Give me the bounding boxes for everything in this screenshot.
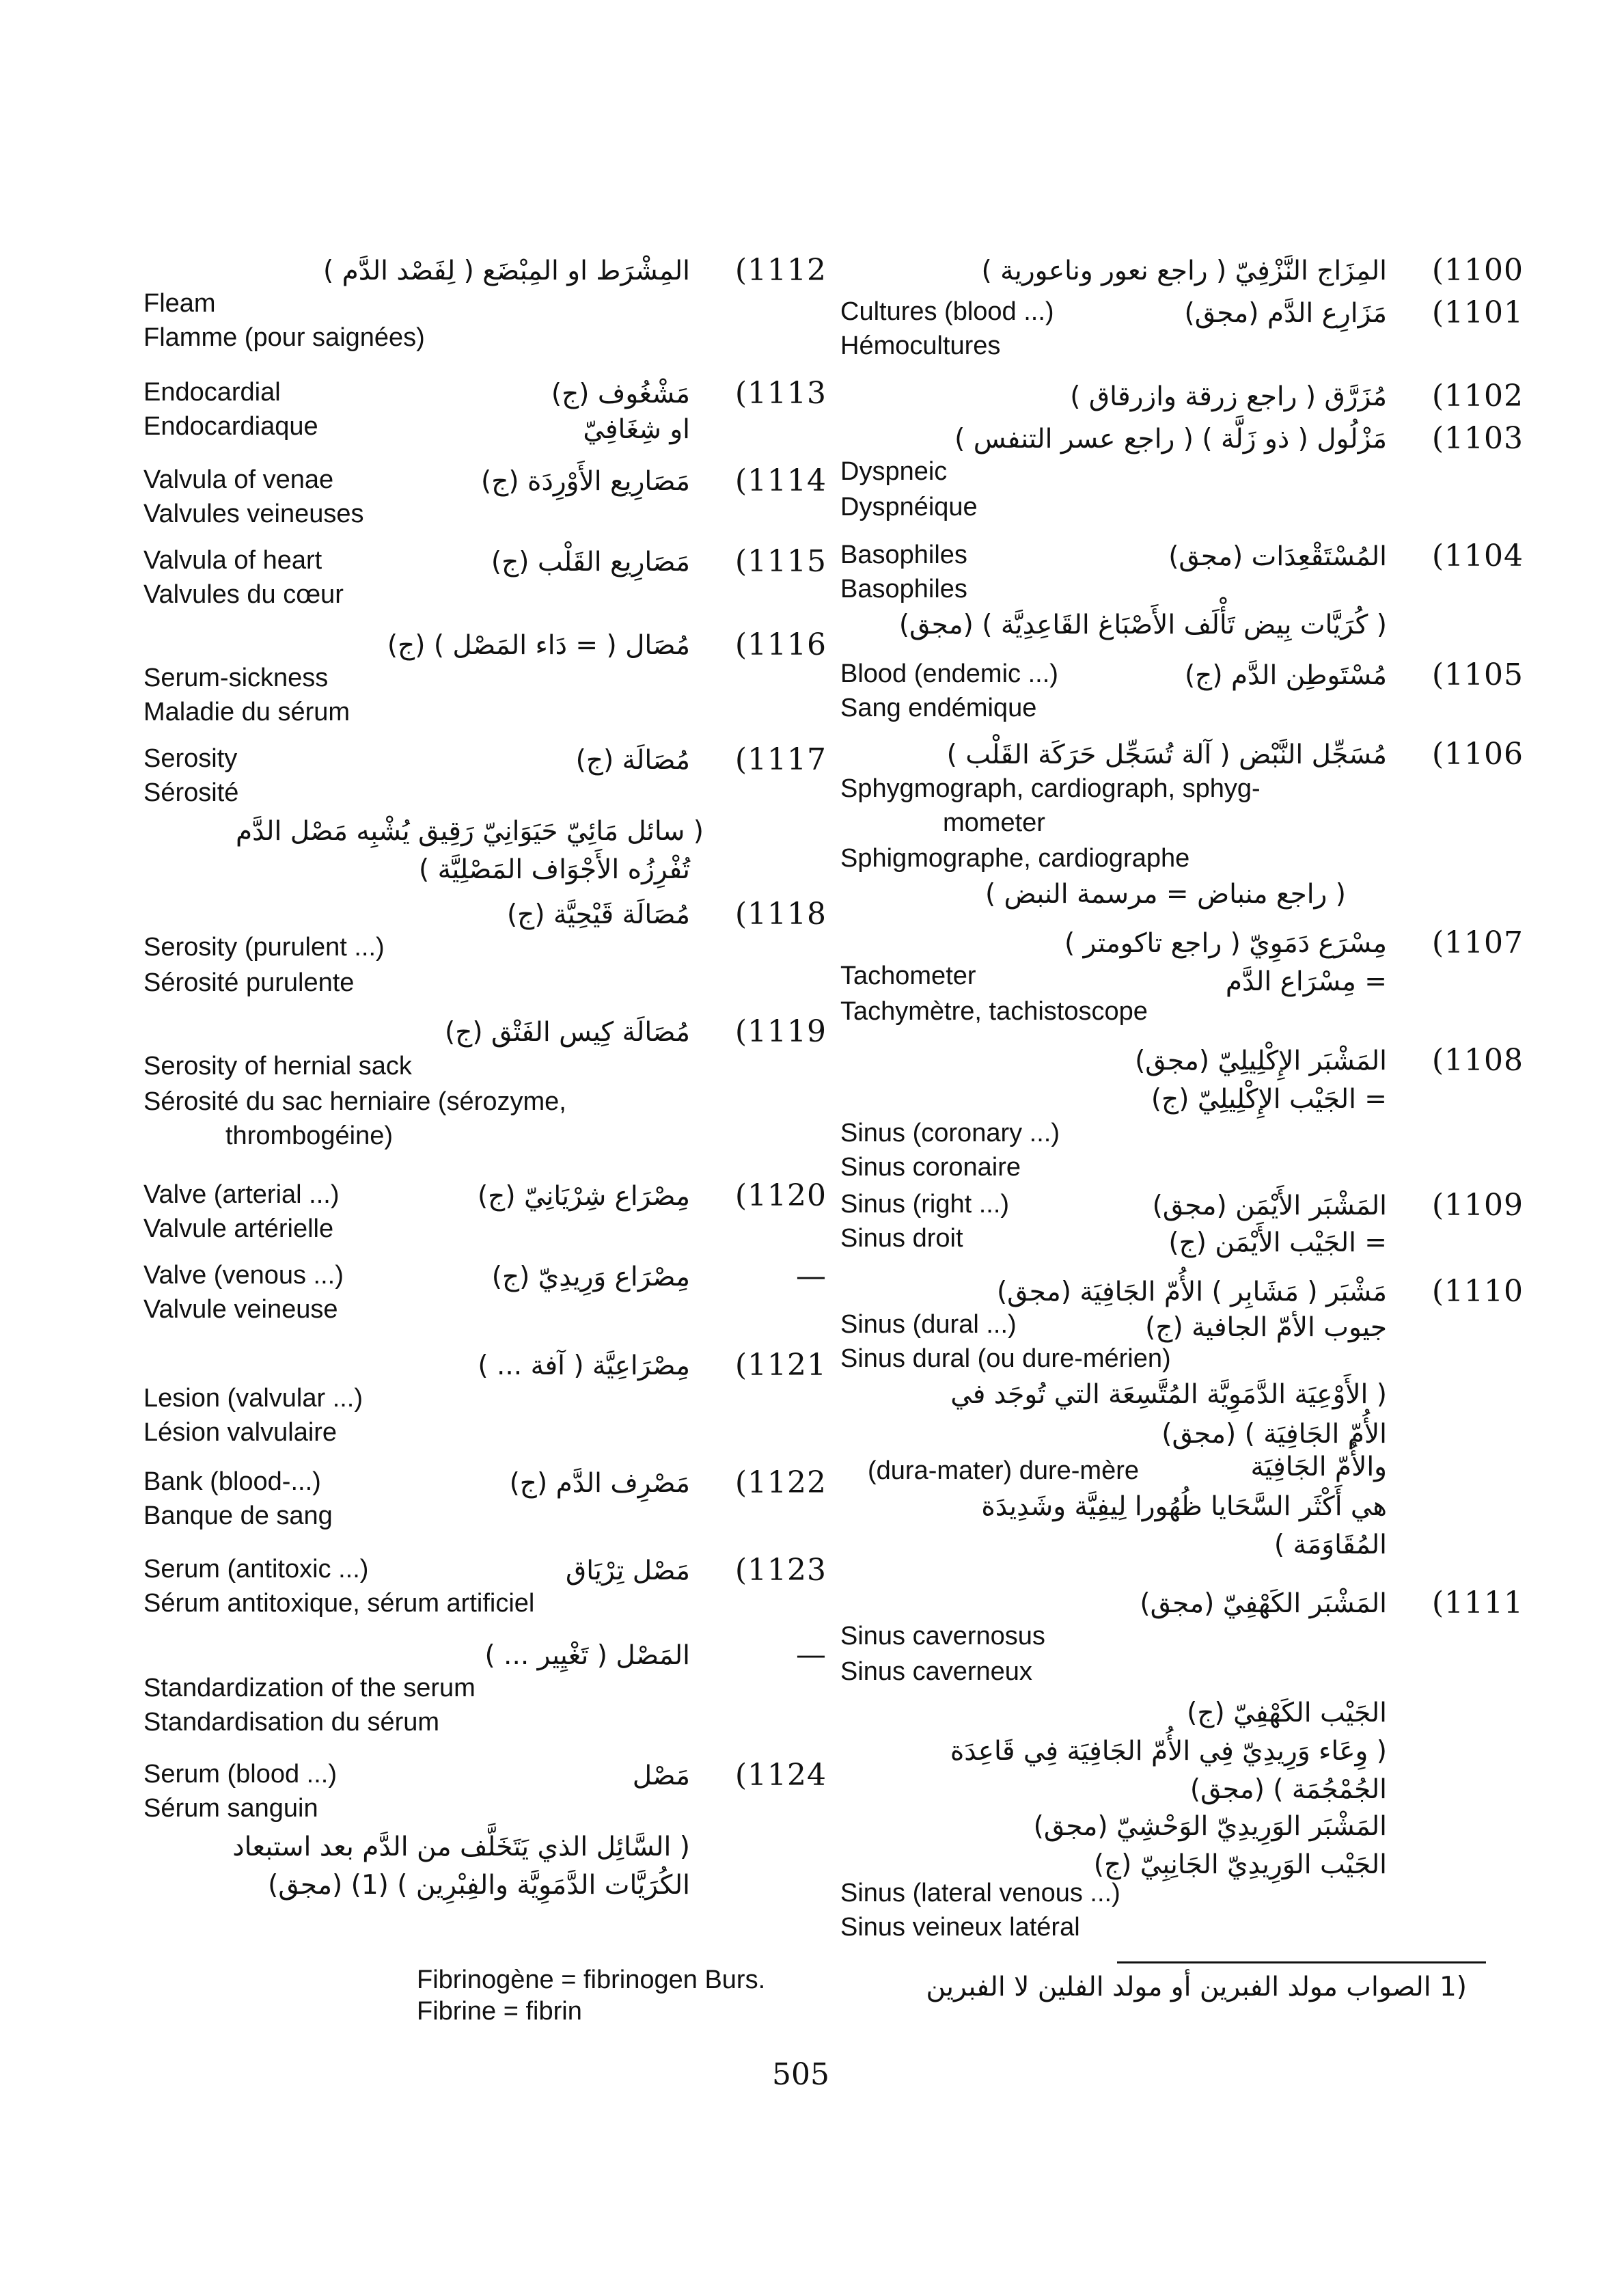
footnote-latin-1: Fibrinogène = fibrinogen Burs. xyxy=(417,1966,766,1994)
entry-number: (1116 xyxy=(734,627,827,662)
english-term-cont: mometer xyxy=(943,808,1045,837)
latin-gloss: (dura-mater) dure-mère xyxy=(868,1456,1139,1485)
french-term: Maladie du sérum xyxy=(143,698,350,726)
french-term: Sérosité xyxy=(143,778,239,807)
english-term: Valve (venous ...) xyxy=(143,1261,344,1290)
french-term: Flamme (pour saignées) xyxy=(143,323,425,352)
french-term: Sinus coronaire xyxy=(840,1153,1021,1182)
arabic-term: مَشْغُوف (ج) xyxy=(551,379,690,409)
entry-number: (1123 xyxy=(734,1553,827,1588)
arabic-definition-5: المُقَاوَمَة ) xyxy=(1274,1530,1387,1560)
arabic-term: مَصَارِيع الأَوْرِدَة (ج) xyxy=(481,466,690,497)
french-term: Hémocultures xyxy=(840,331,1001,360)
entry-number: — xyxy=(796,1637,827,1672)
arabic-term: مُصَالَة كِيس الفَتْق (ج) xyxy=(445,1017,690,1048)
arabic-term: مُسَجِّل النَّبْض ( آلة تُسَجِّل حَرَكَة القَلْب ) xyxy=(946,739,1387,770)
entry-number: (1112 xyxy=(734,253,827,288)
french-term: Sinus droit xyxy=(840,1224,963,1253)
arabic-definition-3: والأُمّ الجَافِيَة xyxy=(1250,1452,1387,1482)
english-term: Serosity xyxy=(143,744,238,773)
entry-number: (1122 xyxy=(734,1465,827,1500)
arabic-term: مُصَال ( = دَاء المَصْل ) (ج) xyxy=(387,630,690,661)
arabic-definition-1: ( الأَوْعِيَة الدَّمَوِيَّة المُتَّسِعَة التي تُوجَد في xyxy=(950,1379,1387,1410)
english-term: Valvula of venae xyxy=(143,465,334,494)
french-term: Sérosité du sac herniaire (sérozyme, xyxy=(143,1087,566,1116)
entry-number: (1104 xyxy=(1431,539,1524,573)
french-term: Valvule artérielle xyxy=(143,1214,334,1243)
entry-number: (1120 xyxy=(734,1178,827,1213)
arabic-definition: ( كُرَيَّات بِيض تَأْلَف الأَصْبَاغ القَاعِدِيَّة ) (مجق) xyxy=(898,610,1387,640)
arabic-term: مِصْرَاعِيَّة ( آفة ... ) xyxy=(478,1350,690,1381)
arabic-synonym: او شِغَافِيّ xyxy=(583,414,690,445)
arabic-note: ( راجع منباض = مرسمة النبض ) xyxy=(985,879,1346,910)
arabic-term: المَصْل ( تَغْيِير ... ) xyxy=(484,1640,690,1671)
arabic-term: مُصَالَة قَيْحِيَّة (ج) xyxy=(506,899,690,930)
entry-number: (1109 xyxy=(1431,1188,1524,1223)
french-term: Banque de sang xyxy=(143,1501,333,1530)
entry-number: (1115 xyxy=(734,544,827,579)
english-term: Lesion (valvular ...) xyxy=(143,1384,363,1413)
english-term-2: Sinus (lateral venous ...) xyxy=(840,1879,1120,1907)
english-term: Endocardial xyxy=(143,378,281,407)
arabic-term: المَشْبَر الإِكْلِيلِيّ (مجق) xyxy=(1135,1046,1387,1076)
arabic-term: مِصْرَاع وَرِيدِيّ (ج) xyxy=(491,1262,690,1292)
english-term: Sinus (dural ...) xyxy=(840,1310,1017,1339)
entry-number: (1114 xyxy=(734,463,827,498)
arabic-synonym: الجَيْب الكَهْفِيّ (ج) xyxy=(1187,1698,1387,1728)
arabic-term: المِشْرَط او المِبْضَع ( لِفَصْد الدَّم ) xyxy=(323,256,690,286)
french-term: Endocardiaque xyxy=(143,412,318,441)
entry-number: (1100 xyxy=(1431,253,1524,288)
english-term: Cultures (blood ...) xyxy=(840,297,1054,326)
french-term: Sinus dural (ou dure-mérien) xyxy=(840,1344,1171,1373)
arabic-definition-4: هي أَكْثَر السَّحَايا ظُهُورا لِيفِيَّة وشَدِيدَة xyxy=(981,1491,1387,1522)
french-term: Sérosité purulente xyxy=(143,968,355,997)
french-term: Lésion valvulaire xyxy=(143,1418,338,1447)
arabic-term: مَشْبَر ( مَشَابِر ) الأُمّ الجَافِيَة (مجق) xyxy=(996,1277,1387,1307)
english-term: Fleam xyxy=(143,289,216,318)
arabic-term: المَشْبَر الكَهْفِيّ (مجق) xyxy=(1140,1588,1387,1619)
arabic-synonym: = الجَيْب الإِكْلِيلِيّ (ج) xyxy=(1151,1084,1387,1115)
footnote-latin-2: Fibrine = fibrin xyxy=(417,1997,582,2026)
arabic-term: مَصْرِف الدَّم (ج) xyxy=(509,1468,690,1499)
french-term-2: Sinus veineux latéral xyxy=(840,1913,1080,1942)
arabic-term: مَصْل xyxy=(632,1760,690,1791)
arabic-term: مَصَارِيع القَلْب (ج) xyxy=(491,547,690,577)
entry-number: (1124 xyxy=(734,1758,827,1793)
english-term: Sinus (right ...) xyxy=(840,1190,1010,1219)
entry-number: — xyxy=(796,1259,827,1294)
english-term: Valve (arterial ...) xyxy=(143,1180,340,1209)
footnote-rule xyxy=(1117,1961,1486,1963)
arabic-definition-2: الجُمْجُمَة ) (مجق) xyxy=(1189,1774,1387,1805)
french-term: Sang endémique xyxy=(840,694,1037,722)
arabic-definition-1: ( وِعَاء وَرِيدِيّ فِي الأُمّ الجَافِيَة فِي قَاعِدَة xyxy=(950,1736,1387,1767)
arabic-term: مُصَالَة (ج) xyxy=(575,745,690,776)
french-term: Tachymètre, tachistoscope xyxy=(840,997,1148,1026)
entry-number: (1110 xyxy=(1431,1274,1524,1309)
english-term: Bank (blood-...) xyxy=(143,1467,321,1496)
arabic-term: مُزَرَّق ( راجع زرقة وازرقاق ) xyxy=(1070,381,1387,412)
french-term: Valvule veineuse xyxy=(143,1295,338,1324)
french-term: Sérum antitoxique, sérum artificiel xyxy=(143,1589,535,1618)
arabic-term: مَزَارِع الدَّم (مجق) xyxy=(1184,298,1387,329)
arabic-definition-2: الأُمّ الجَافِيَة ) (مجق) xyxy=(1161,1419,1387,1450)
arabic-term: مِصْرَاع شِرْيَانِيّ (ج) xyxy=(477,1181,690,1212)
english-term: Serum (antitoxic ...) xyxy=(143,1555,369,1583)
arabic-synonym: = الجَيْب الأَيْمَن (ج) xyxy=(1168,1227,1387,1258)
entry-number: (1119 xyxy=(734,1014,827,1049)
english-term: Serosity (purulent ...) xyxy=(143,933,385,962)
entry-number: (1121 xyxy=(734,1348,827,1383)
english-term: Dyspneic xyxy=(840,457,948,486)
entry-number: (1102 xyxy=(1431,379,1524,413)
arabic-synonym-2: المَشْبَر الوَرِيدِيّ الوَحْشِيّ (مجق) xyxy=(1033,1811,1387,1842)
french-term: Dyspnéique xyxy=(840,493,978,521)
arabic-term: مَصْل تِرْيَاق xyxy=(565,1555,690,1586)
entry-number: (1107 xyxy=(1431,925,1524,960)
french-term-cont: thrombogéine) xyxy=(225,1121,394,1150)
arabic-term: مَزْلُول ( ذو زَلَّة ) ( راجع عسر التنفس ) xyxy=(954,424,1387,454)
english-term: Sphygmograph, cardiograph, sphyg- xyxy=(840,774,1261,803)
english-term: Basophiles xyxy=(840,541,967,569)
english-term: Tachometer xyxy=(840,962,976,990)
entry-number: (1101 xyxy=(1431,295,1524,330)
footnote-arabic xyxy=(926,1968,1467,2007)
french-term: Basophiles xyxy=(840,575,967,603)
french-term: Sérum sanguin xyxy=(143,1794,318,1823)
english-term: Standardization of the serum xyxy=(143,1674,476,1702)
arabic-term: مُسْتَوطِن الدَّم (ج) xyxy=(1184,660,1387,691)
english-term: Sinus (coronary ...) xyxy=(840,1119,1060,1147)
arabic-term: المِزَاج النَّزْفِيّ ( راجع نعور وناعورية ) xyxy=(981,256,1387,286)
english-term: Serosity of hernial sack xyxy=(143,1052,412,1080)
footnote-arabic-text: الصواب مولد الفبرين أو مولد الفلين لا الفبرين xyxy=(926,1972,1431,2002)
entry-number: (1108 xyxy=(1431,1043,1524,1078)
entry-number: (1106 xyxy=(1431,737,1524,772)
arabic-definition-2: الكُرَيَّات الدَّمَوِيَّة والفِبْرِين ) (1) (مجق) xyxy=(268,1870,690,1901)
arabic-term: مِسْرَع دَمَوِيّ ( راجع تاكومتر ) xyxy=(1064,928,1387,959)
entry-number: (1111 xyxy=(1431,1586,1524,1620)
entry-number: (1118 xyxy=(734,897,827,932)
french-term: Valvules veineuses xyxy=(143,500,364,528)
arabic-definition-1: ( سائل مَائِيّ حَيَوَانِيّ رَقِيق يُشْبِه مَصْل الدَّم xyxy=(236,816,704,847)
english-term: Serum-sickness xyxy=(143,664,329,692)
french-term: Sinus caverneux xyxy=(840,1657,1032,1686)
arabic-term: المُسْتَقْعِدَات (مجق) xyxy=(1168,541,1387,572)
arabic-term: المَشْبَر الأَيْمَن (مجق) xyxy=(1152,1191,1387,1221)
arabic-synonym: جيوب الأمّ الجافية (ج) xyxy=(1145,1312,1387,1343)
footnote-marker: (1 xyxy=(1439,1972,1467,2002)
english-term: Sinus cavernosus xyxy=(840,1622,1045,1650)
arabic-definition-2: تُفْرِزُه الأَجْوَاف المَصْلِيَّة ) xyxy=(418,854,690,885)
french-term: Sphigmographe, cardiographe xyxy=(840,844,1190,873)
english-term: Blood (endemic ...) xyxy=(840,660,1058,688)
english-term: Serum (blood ...) xyxy=(143,1760,337,1789)
page-number: 505 xyxy=(772,2057,829,2092)
entry-number: (1105 xyxy=(1431,657,1524,692)
arabic-definition-1: ( السَّائِل الذي يَتَخَلَّف من الدَّم بعد استبعاد xyxy=(232,1832,690,1862)
french-term: Standardisation du sérum xyxy=(143,1708,440,1737)
english-term: Valvula of heart xyxy=(143,546,322,575)
french-term: Valvules du cœur xyxy=(143,580,344,609)
arabic-synonym: = مِسْرَاع الدَّم xyxy=(1225,966,1387,997)
entry-number: (1103 xyxy=(1431,421,1524,456)
entry-number: (1113 xyxy=(734,376,827,411)
arabic-synonym-3: الجَيْب الوَرِيدِيّ الجَانِبِيّ (ج) xyxy=(1093,1849,1387,1880)
entry-number: (1117 xyxy=(734,742,827,777)
